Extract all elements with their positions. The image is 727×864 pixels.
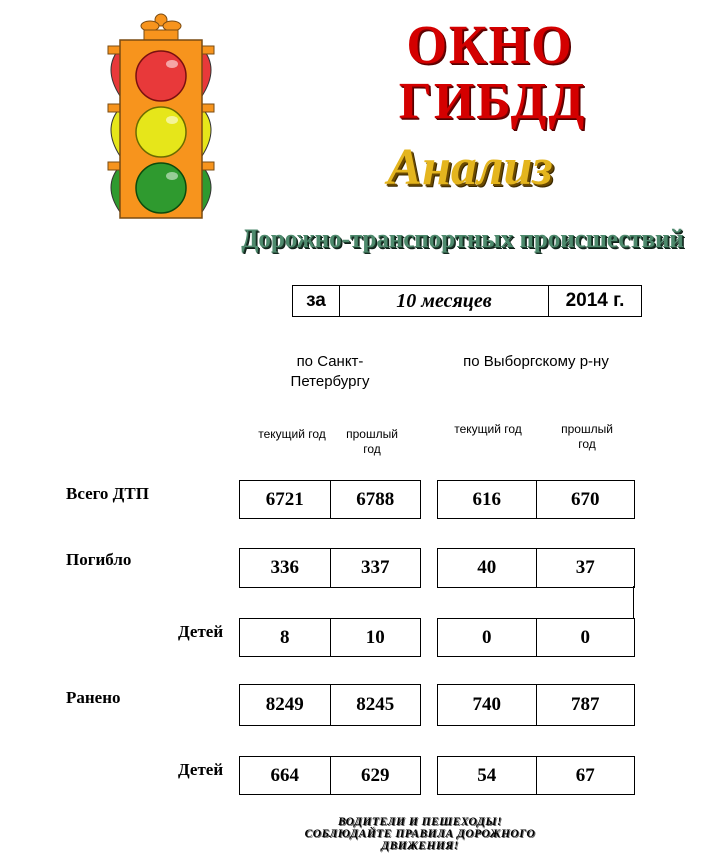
spb-children-injured-cells <box>239 756 421 795</box>
traffic-light-icon <box>100 8 222 220</box>
title-analiz: Анализ <box>387 139 553 196</box>
subhead-spb-current: текущий год <box>258 427 326 441</box>
value-cell: 0 <box>580 626 590 648</box>
row-label-killed: Погибло <box>66 550 132 569</box>
footer-line: СОБЛЮДАЙТЕ ПРАВИЛА ДОРОЖНОГО <box>304 828 536 840</box>
value-cell: 787 <box>571 694 600 715</box>
title-gibdd: ГИБДД <box>398 73 587 130</box>
value-cell: 54 <box>438 757 537 794</box>
footer-warning <box>250 816 590 852</box>
column-spb: по Санкт-Петербургу <box>290 353 370 390</box>
vyborg-killed-cells <box>437 548 635 588</box>
value-cell: 10 <box>365 626 385 648</box>
period-prefix: за <box>293 286 340 316</box>
period-months: 10 месяцев <box>340 286 549 316</box>
value-cell: 6788 <box>356 488 395 510</box>
spb-children-killed-cells <box>239 618 421 657</box>
value-cell: 37 <box>575 557 595 578</box>
vyborg-total-cells <box>437 480 635 519</box>
spb-killed-cells <box>239 548 421 588</box>
value-cell: 740 <box>438 685 537 725</box>
value-cell: 629 <box>361 764 390 786</box>
value-cell: 0 <box>438 619 537 656</box>
title-dtp: Дорожно-транспортных происшествий <box>241 224 684 253</box>
row-label-total: Всего ДТП <box>66 484 149 503</box>
value-cell: 8 <box>240 619 331 656</box>
period-box <box>292 285 642 317</box>
title-okno: ОКНО <box>406 15 574 76</box>
footer-line: ВОДИТЕЛИ И ПЕШЕХОДЫ! <box>338 816 502 828</box>
footer-line: ДВИЖЕНИЯ! <box>381 840 459 852</box>
value-cell: 616 <box>438 481 537 518</box>
value-cell: 6721 <box>240 481 331 518</box>
value-cell: 8245 <box>356 694 395 715</box>
value-cell: 337 <box>361 557 390 578</box>
period-year: 2014 г. <box>565 290 625 311</box>
subhead-spb-previous: прошлый год <box>346 427 398 456</box>
spb-total-cells <box>239 480 421 519</box>
value-cell: 8249 <box>240 685 331 725</box>
value-cell: 336 <box>240 549 331 587</box>
value-cell: 664 <box>240 757 331 794</box>
row-label-children-killed: Детей <box>178 622 224 641</box>
row-label-children-injured: Детей <box>178 760 224 779</box>
value-cell: 40 <box>438 549 537 587</box>
vyborg-children-injured-cells <box>437 756 635 795</box>
vyborg-injured-cells <box>437 684 635 726</box>
divider <box>633 586 634 618</box>
value-cell: 670 <box>571 488 600 510</box>
spb-injured-cells <box>239 684 421 726</box>
subhead-vyborg-current: текущий год <box>454 422 522 436</box>
value-cell: 67 <box>575 764 595 786</box>
column-vyborg: по Выборгскому р-ну <box>463 353 609 370</box>
subhead-vyborg-previous: прошлый год <box>561 422 613 451</box>
row-label-injured: Ранено <box>66 688 121 707</box>
vyborg-children-killed-cells <box>437 618 635 657</box>
